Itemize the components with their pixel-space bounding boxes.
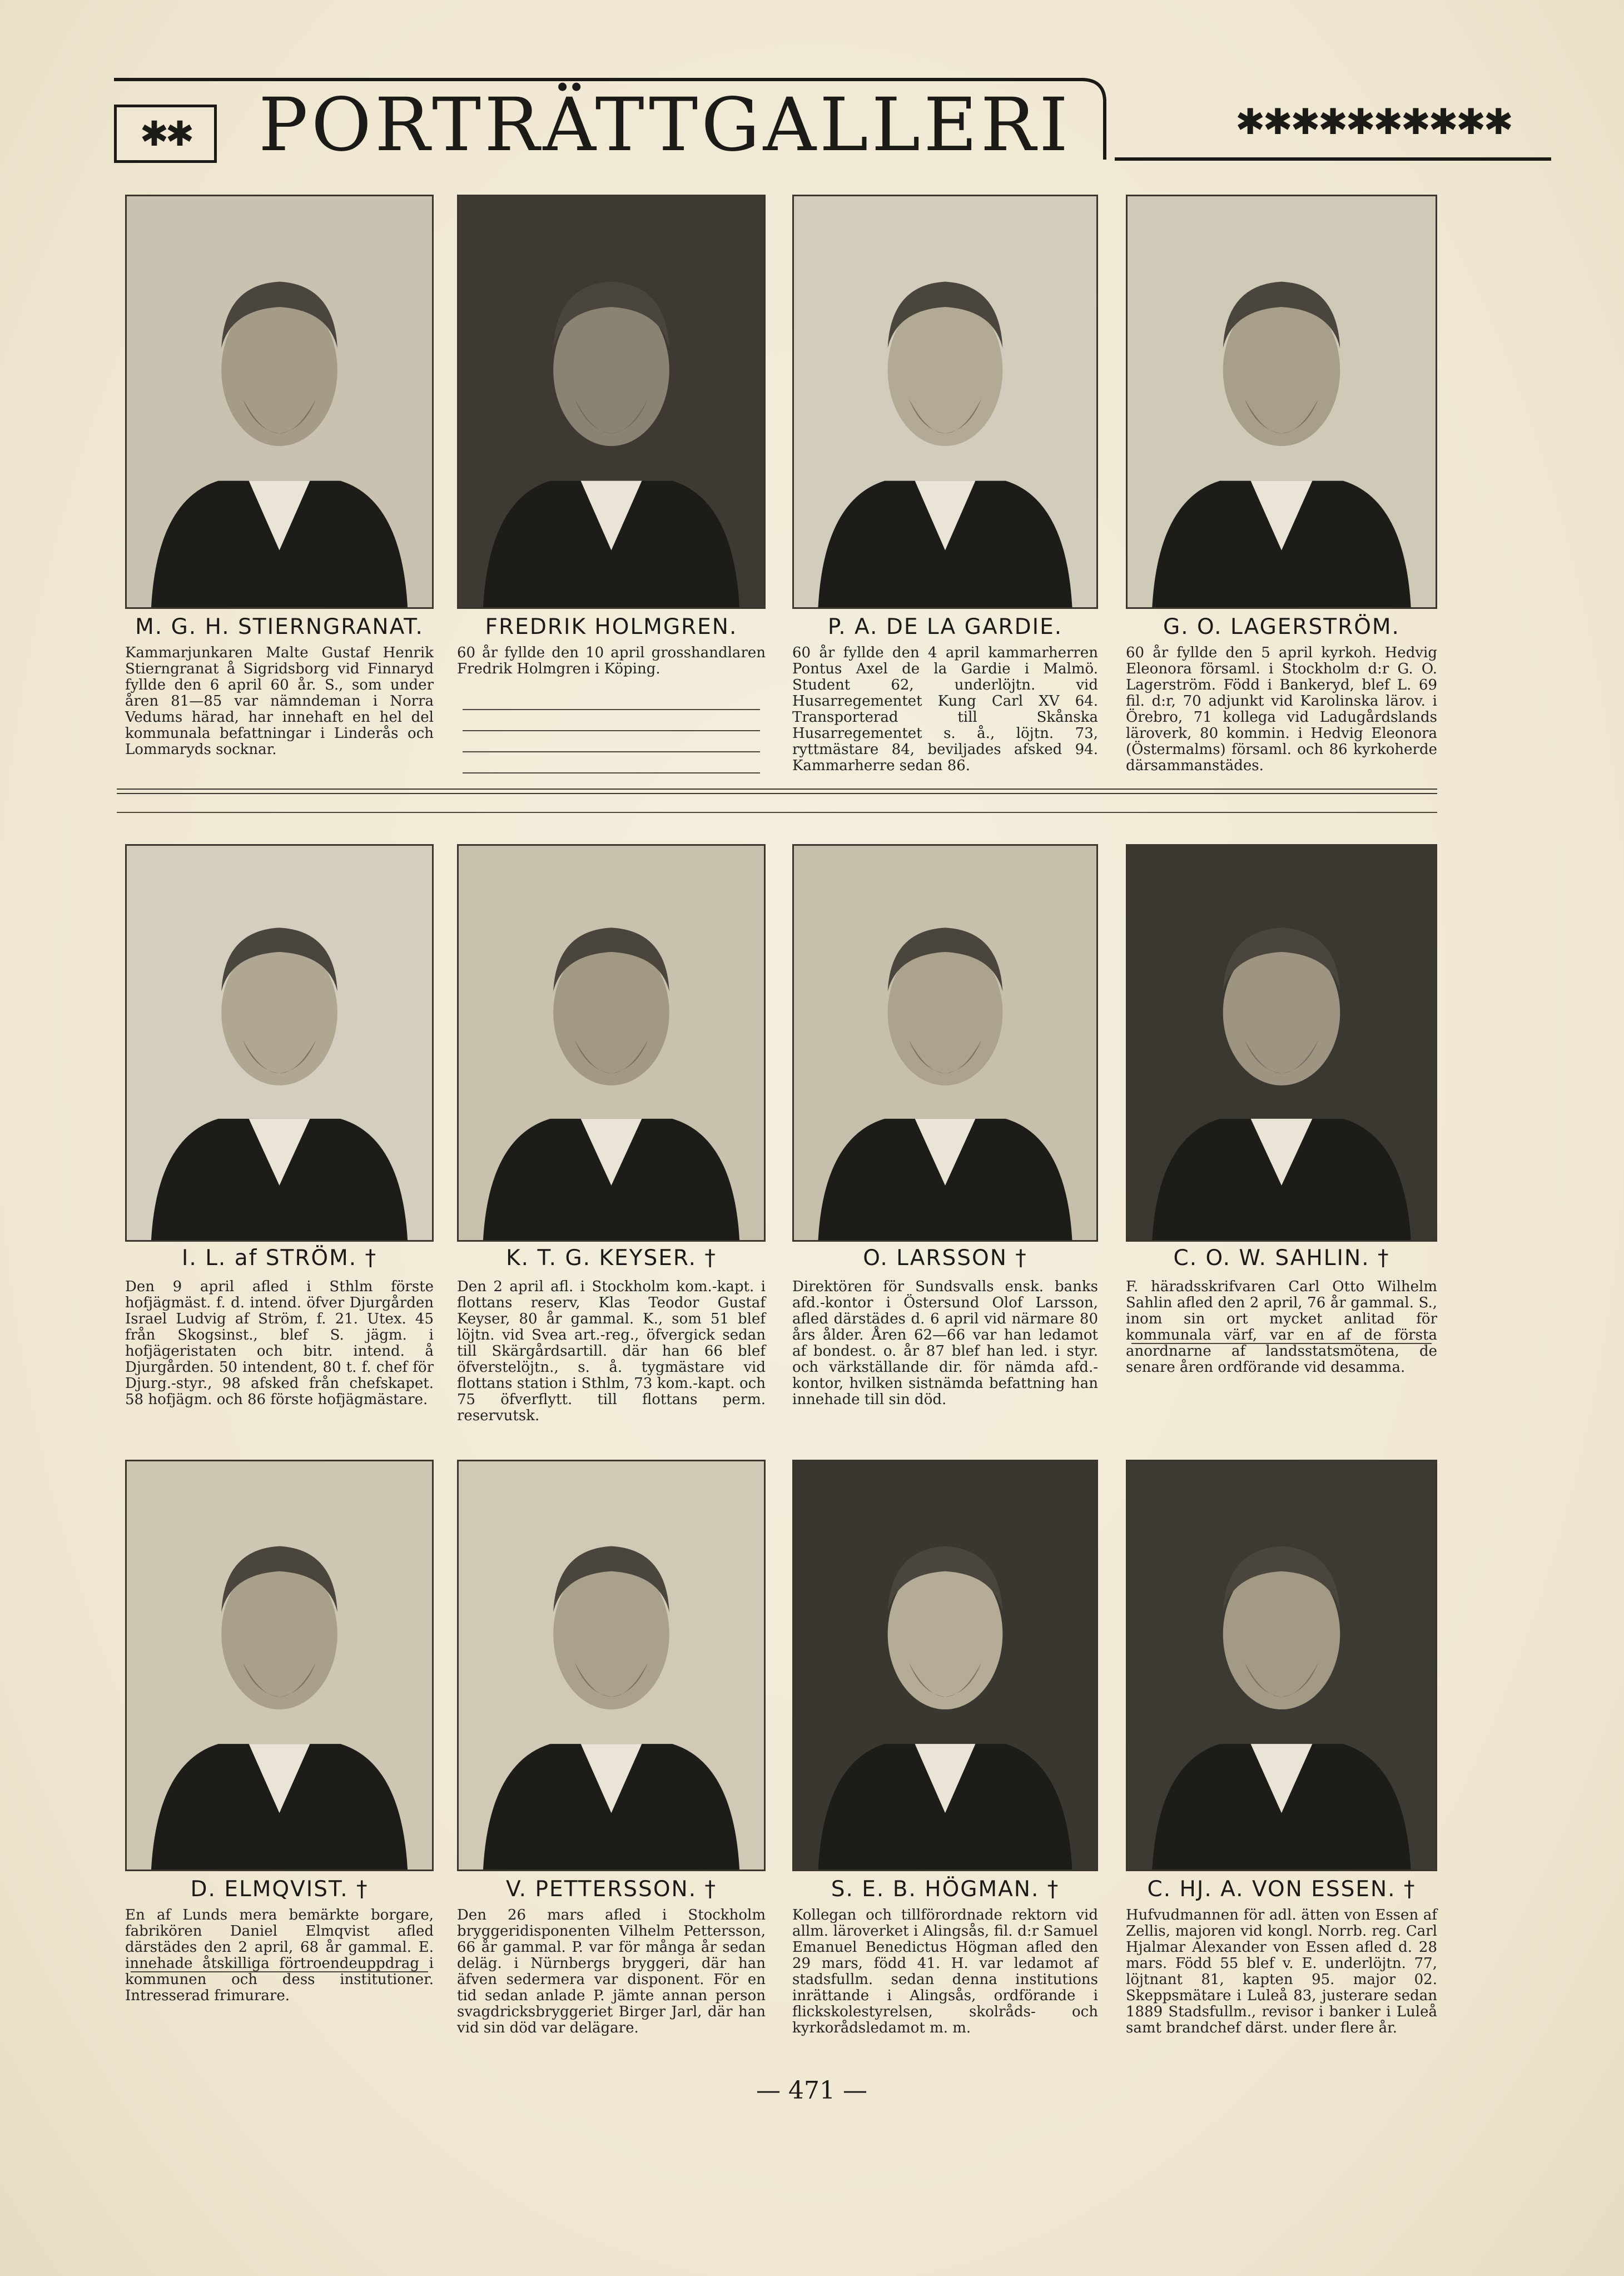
blank-rule bbox=[463, 730, 760, 731]
portrait-photo bbox=[1126, 844, 1437, 1242]
portrait-name: P. A. DE LA GARDIE. bbox=[827, 614, 1063, 639]
portrait-photo bbox=[125, 1460, 434, 1871]
blank-rule bbox=[131, 1971, 428, 1972]
portrait-bio: Kammarjunkaren Malte Gustaf Henrik Stierngranat å Sigridsborg vid Finnaryd fyllde den 6 april 60 år. S., som under åren 81—85 var nämndeman i Norra Vedums härad, har innehaft en hel del kommunala befattningar i Linderås och Lommaryds socknar. bbox=[125, 644, 434, 758]
portrait-name: G. O. LAGERSTRÖM. bbox=[1163, 614, 1400, 639]
blank-rule bbox=[463, 709, 760, 710]
portrait-name: FREDRIK HOLMGREN. bbox=[485, 614, 738, 639]
portrait-bio: 60 år fyllde den 5 april kyrkoh. Hedvig Eleonora församl. i Stockholm d:r G. O. Lagerström. Född i Bankeryd, blef L. 69 fil. d:r, 70 adjunkt vid Karolinska lärov. i Örebro, 71 kollega vid Ladugårdslands läroverk, 80 kommin. i Hedvig Eleonora (Östermalms) församl. och 86 kyrkoherde därsammanstädes. bbox=[1126, 644, 1437, 774]
blank-rule bbox=[463, 772, 760, 773]
portrait-name: V. PETTERSSON. † bbox=[506, 1877, 717, 1902]
portrait-bio: F. häradsskrifvaren Carl Otto Wilhelm Sahlin afled den 2 april, 76 år gammal. S., inom sin ort mycket anlitad för kommunala värf, var en af de första anordnarne af landsstatsmötena, de senare åren ordförande vid desamma. bbox=[1126, 1278, 1437, 1376]
portrait-bio: Hufvudmannen för adl. ätten von Essen af Zellis, majoren vid kongl. Norrb. reg. Carl Hjalmar Alexander von Essen afled d. 28 mars. Född 55 blef v. E. underlöjtn. 77, löjtnant 81, kapten 95. major 02. Skeppsmätare i Luleå 83, justerare sedan 1889 Stadsfullm., revisor i banker i Luleå samt brandchef därst. under flere år. bbox=[1126, 1907, 1437, 2036]
portrait-photo bbox=[457, 1460, 766, 1871]
portrait-bio: Den 2 april afl. i Stockholm kom.-kapt. i flottans reserv, Klas Teodor Gustaf Keyser, 80 år gammal. K., som 51 blef löjtn. vid Svea art.-reg., öfvergick sedan till Skärgårdsartill. där han 66 blef öfverstelöjtn., s. å. tygmästare vid flottans station i Sthlm, 73 kom.-kapt. och 75 öfverflytt. till flottans perm. reservutsk. bbox=[457, 1278, 766, 1424]
portrait-name: K. T. G. KEYSER. † bbox=[506, 1246, 717, 1271]
masthead-left-ornament: ✱✱ bbox=[114, 105, 217, 163]
portrait-bio: Den 9 april afled i Sthlm förste hofjägmäst. f. d. intend. öfver Djurgården Israel Ludvig af Ström, f. 21. Utex. 45 från Skogsinst., blef S. jägm. i hofjägeristaten och bitr. intend. å Djurgården. 50 intendent, 80 t. f. chef för Djurg.-styr., 98 afsked från chefskapet. 58 hofjägm. och 86 förste hofjägmästare. bbox=[125, 1278, 434, 1408]
blank-rule bbox=[463, 751, 760, 752]
portrait-photo bbox=[1126, 1460, 1437, 1871]
portrait-name: M. G. H. STIERNGRANAT. bbox=[135, 614, 424, 639]
page-title: PORTRÄTTGALLERI bbox=[259, 82, 1072, 168]
portrait-bio: Den 26 mars afled i Stockholm bryggeridisponenten Vilhelm Pettersson, 66 år gammal. P. var för många år sedan deläg. i Nürnbergs bryggeri, där han äfven sedermera var disponent. För en tid sedan anlade P. jämte annan person svagdricksbryggeriet Birger Jarl, där han vid sin död var delägare. bbox=[457, 1907, 766, 2036]
portrait-entry bbox=[1126, 1460, 1437, 2071]
portrait-name: C. HJ. A. VON ESSEN. † bbox=[1147, 1877, 1416, 1902]
portrait-entry bbox=[457, 195, 766, 806]
portrait-entry bbox=[792, 1460, 1098, 2071]
portrait-bio: Direktören för Sundsvalls ensk. banks afd.-kontor i Östersund Olof Larsson, afled därstädes d. 6 april vid närmare 80 års ålder. Åren 62—66 var han ledamot af bondest. o. år 87 blef han led. i styr. och värkställande dir. för nämda afd.-kontor, hvilken sistnämda befattning han innehade till sin död. bbox=[792, 1278, 1098, 1408]
portrait-photo bbox=[792, 195, 1098, 609]
portrait-name: I. L. af STRÖM. † bbox=[181, 1246, 378, 1271]
masthead bbox=[114, 78, 1512, 168]
portrait-bio: 60 år fyllde den 4 april kammarherren Pontus Axel de la Gardie i Malmö. Student 62, underlöjtn. vid Husarregementet Kung Carl XV 64. Transporterad till Skånska Husarregementet s. å., löjtn. 73, ryttmästare 84, beviljades afsked 94. Kammarherre sedan 86. bbox=[792, 644, 1098, 774]
masthead-bottom-rule bbox=[1115, 157, 1551, 161]
portrait-entry bbox=[457, 844, 766, 1456]
portrait-name: S. E. B. HÖGMAN. † bbox=[831, 1877, 1060, 1902]
portrait-name: D. ELMQVIST. † bbox=[190, 1877, 369, 1902]
portrait-bio: En af Lunds mera bemärkte borgare, fabrikören Daniel Elmqvist afled därstädes den 2 april, 68 år gammal. E. innehade åtskilliga förtroendeuppdrag i kommunen och dess institutioner. Intresserad frimurare. bbox=[125, 1907, 434, 2004]
portrait-entry bbox=[1126, 844, 1437, 1456]
page-number: — 471 — bbox=[756, 2076, 867, 2105]
portrait-entry bbox=[457, 1460, 766, 2071]
portrait-photo bbox=[125, 844, 434, 1242]
portrait-bio: 60 år fyllde den 10 april grosshandlaren Fredrik Holmgren i Köping. bbox=[457, 644, 766, 677]
blank-rule bbox=[1131, 1343, 1432, 1344]
portrait-entry bbox=[1126, 195, 1437, 806]
portrait-entry bbox=[792, 195, 1098, 806]
portrait-photo bbox=[792, 844, 1098, 1242]
portrait-entry bbox=[125, 1460, 434, 2071]
masthead-right-ornament: ✱✱✱✱✱✱✱✱✱✱ bbox=[1235, 102, 1512, 143]
masthead-top-rule bbox=[114, 78, 1076, 81]
portrait-photo bbox=[125, 195, 434, 609]
portrait-photo bbox=[457, 195, 766, 609]
portrait-name: O. LARSSON † bbox=[863, 1246, 1027, 1271]
portrait-photo bbox=[457, 844, 766, 1242]
portrait-entry bbox=[125, 195, 434, 806]
portrait-bio: Kollegan och tillförordnade rektorn vid allm. läroverket i Alingsås, fil. d:r Samuel Emanuel Benedictus Högman afled den 29 mars, född 41. H. var ledamot af stadsfullm. sedan denna institutions inrättande i Alingsås, ordförande i flickskolestyrelsen, skolråds- och kyrkorådsledamot m. m. bbox=[792, 1907, 1098, 2036]
row-separator-1b bbox=[117, 812, 1437, 813]
portrait-name: C. O. W. SAHLIN. † bbox=[1173, 1246, 1390, 1271]
portrait-photo bbox=[792, 1460, 1098, 1871]
portrait-photo bbox=[1126, 195, 1437, 609]
portrait-entry bbox=[125, 844, 434, 1456]
portrait-entry bbox=[792, 844, 1098, 1456]
